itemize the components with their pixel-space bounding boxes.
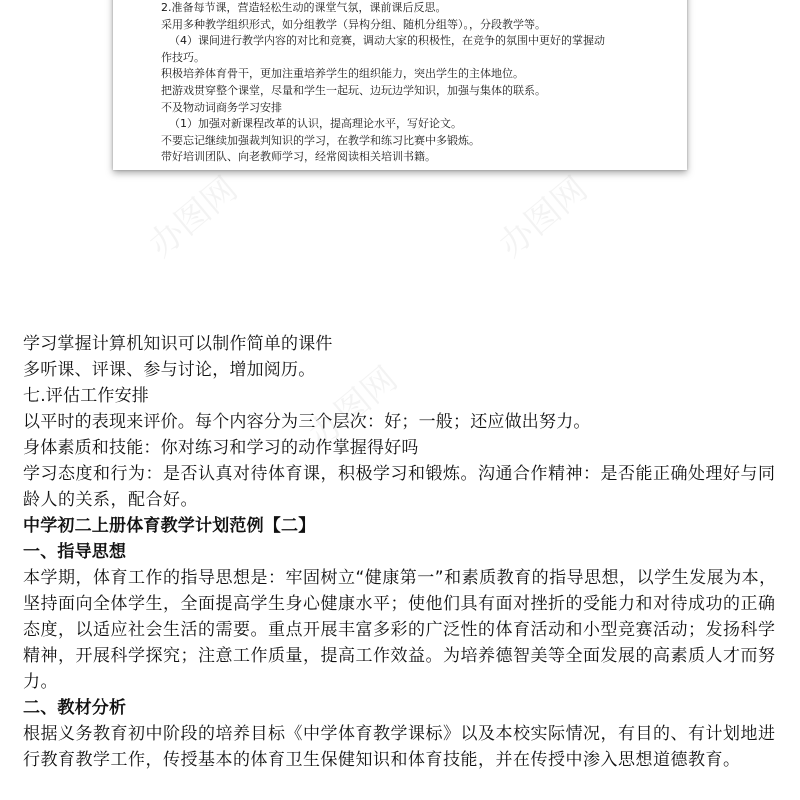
watermark: 办图网 — [141, 169, 246, 266]
preview-text — [161, 0, 681, 166]
section-heading: 二、教材分析 — [23, 698, 127, 718]
preview-line: （1）加强对新课程改革的认识，提高理论水平，写好论文。 — [169, 117, 462, 131]
paragraph: 以平时的表现来评价。每个内容分为三个层次：好；一般；还应做出努力。 — [23, 412, 591, 432]
preview-line: 不及物动词商务学习安排 — [161, 100, 282, 114]
preview-line: 把游戏贯穿整个课堂，尽量和学生一起玩、边玩边学知识，加强与集体的联系。 — [161, 83, 546, 97]
paragraph: 学习态度和行为：是否认真对待体育课，积极学习和锻炼。沟通合作精神：是否能正确处理好与同龄人的关系，配合好。 — [23, 464, 776, 510]
watermark: 办图网 — [301, 359, 406, 456]
paragraph: 根据义务教育初中阶段的培养目标《中学体育教学课标》以及本校实际情况，有目的、有计划地进行教育教学工作，传授基本的体育卫生保健知识和体育技能，并在传授中渗入思想道德教育。 — [23, 724, 776, 770]
paragraph: 多听课、评课、参与讨论，增加阅历。 — [23, 360, 316, 380]
section-heading: 七.评估工作安排 — [23, 386, 150, 406]
paragraph: 本学期，体育工作的指导思想是：牢固树立“健康第一”和素质教育的指导思想，以学生发展为本，坚持面向全体学生，全面提高学生身心健康水平；使他们具有面对挫折的受能力和对待成功的正确态度，以适应社会生活的需要。重点开展丰富多彩的广泛性的体育活动和小型竞赛活动；发扬科学精神，开展科学探究；注意工作质量，提高工作效益。为培养德智美等全面发展的高素质人才而努力。 — [23, 568, 777, 692]
section-heading: 一、指导思想 — [23, 542, 127, 562]
preview-line: 2.准备每节课，营造轻松生动的课堂气氛，课前课后反思。 — [161, 1, 447, 14]
article-title: 中学初二上册体育教学计划范例【二】 — [23, 516, 316, 536]
preview-line: 作技巧。 — [161, 50, 205, 64]
preview-line: 不要忘记继续加强裁判知识的学习，在教学和练习比赛中多锻炼。 — [161, 133, 480, 147]
article-body — [23, 331, 783, 773]
preview-line: 采用多种教学组织形式，如分组教学（异构分组、随机分组等）。，分段教学等。 — [161, 17, 546, 31]
preview-line: （4）课间进行教学内容的对比和竞赛，调动大家的积极性，在竞争的氛围中更好的掌握动 — [169, 34, 605, 48]
paragraph: 身体素质和技能：你对练习和学习的动作掌握得好吗 — [23, 438, 419, 458]
preview-line: 带好培训团队、向老教师学习，经常阅读相关培训书籍。 — [161, 150, 436, 164]
paragraph: 学习掌握计算机知识可以制作简单的课件 — [23, 334, 333, 354]
watermark: 办图网 — [491, 169, 596, 266]
document-preview-card — [113, 0, 687, 170]
preview-line: 积极培养体育骨干，更加注重培养学生的组织能力，突出学生的主体地位。 — [161, 67, 524, 81]
